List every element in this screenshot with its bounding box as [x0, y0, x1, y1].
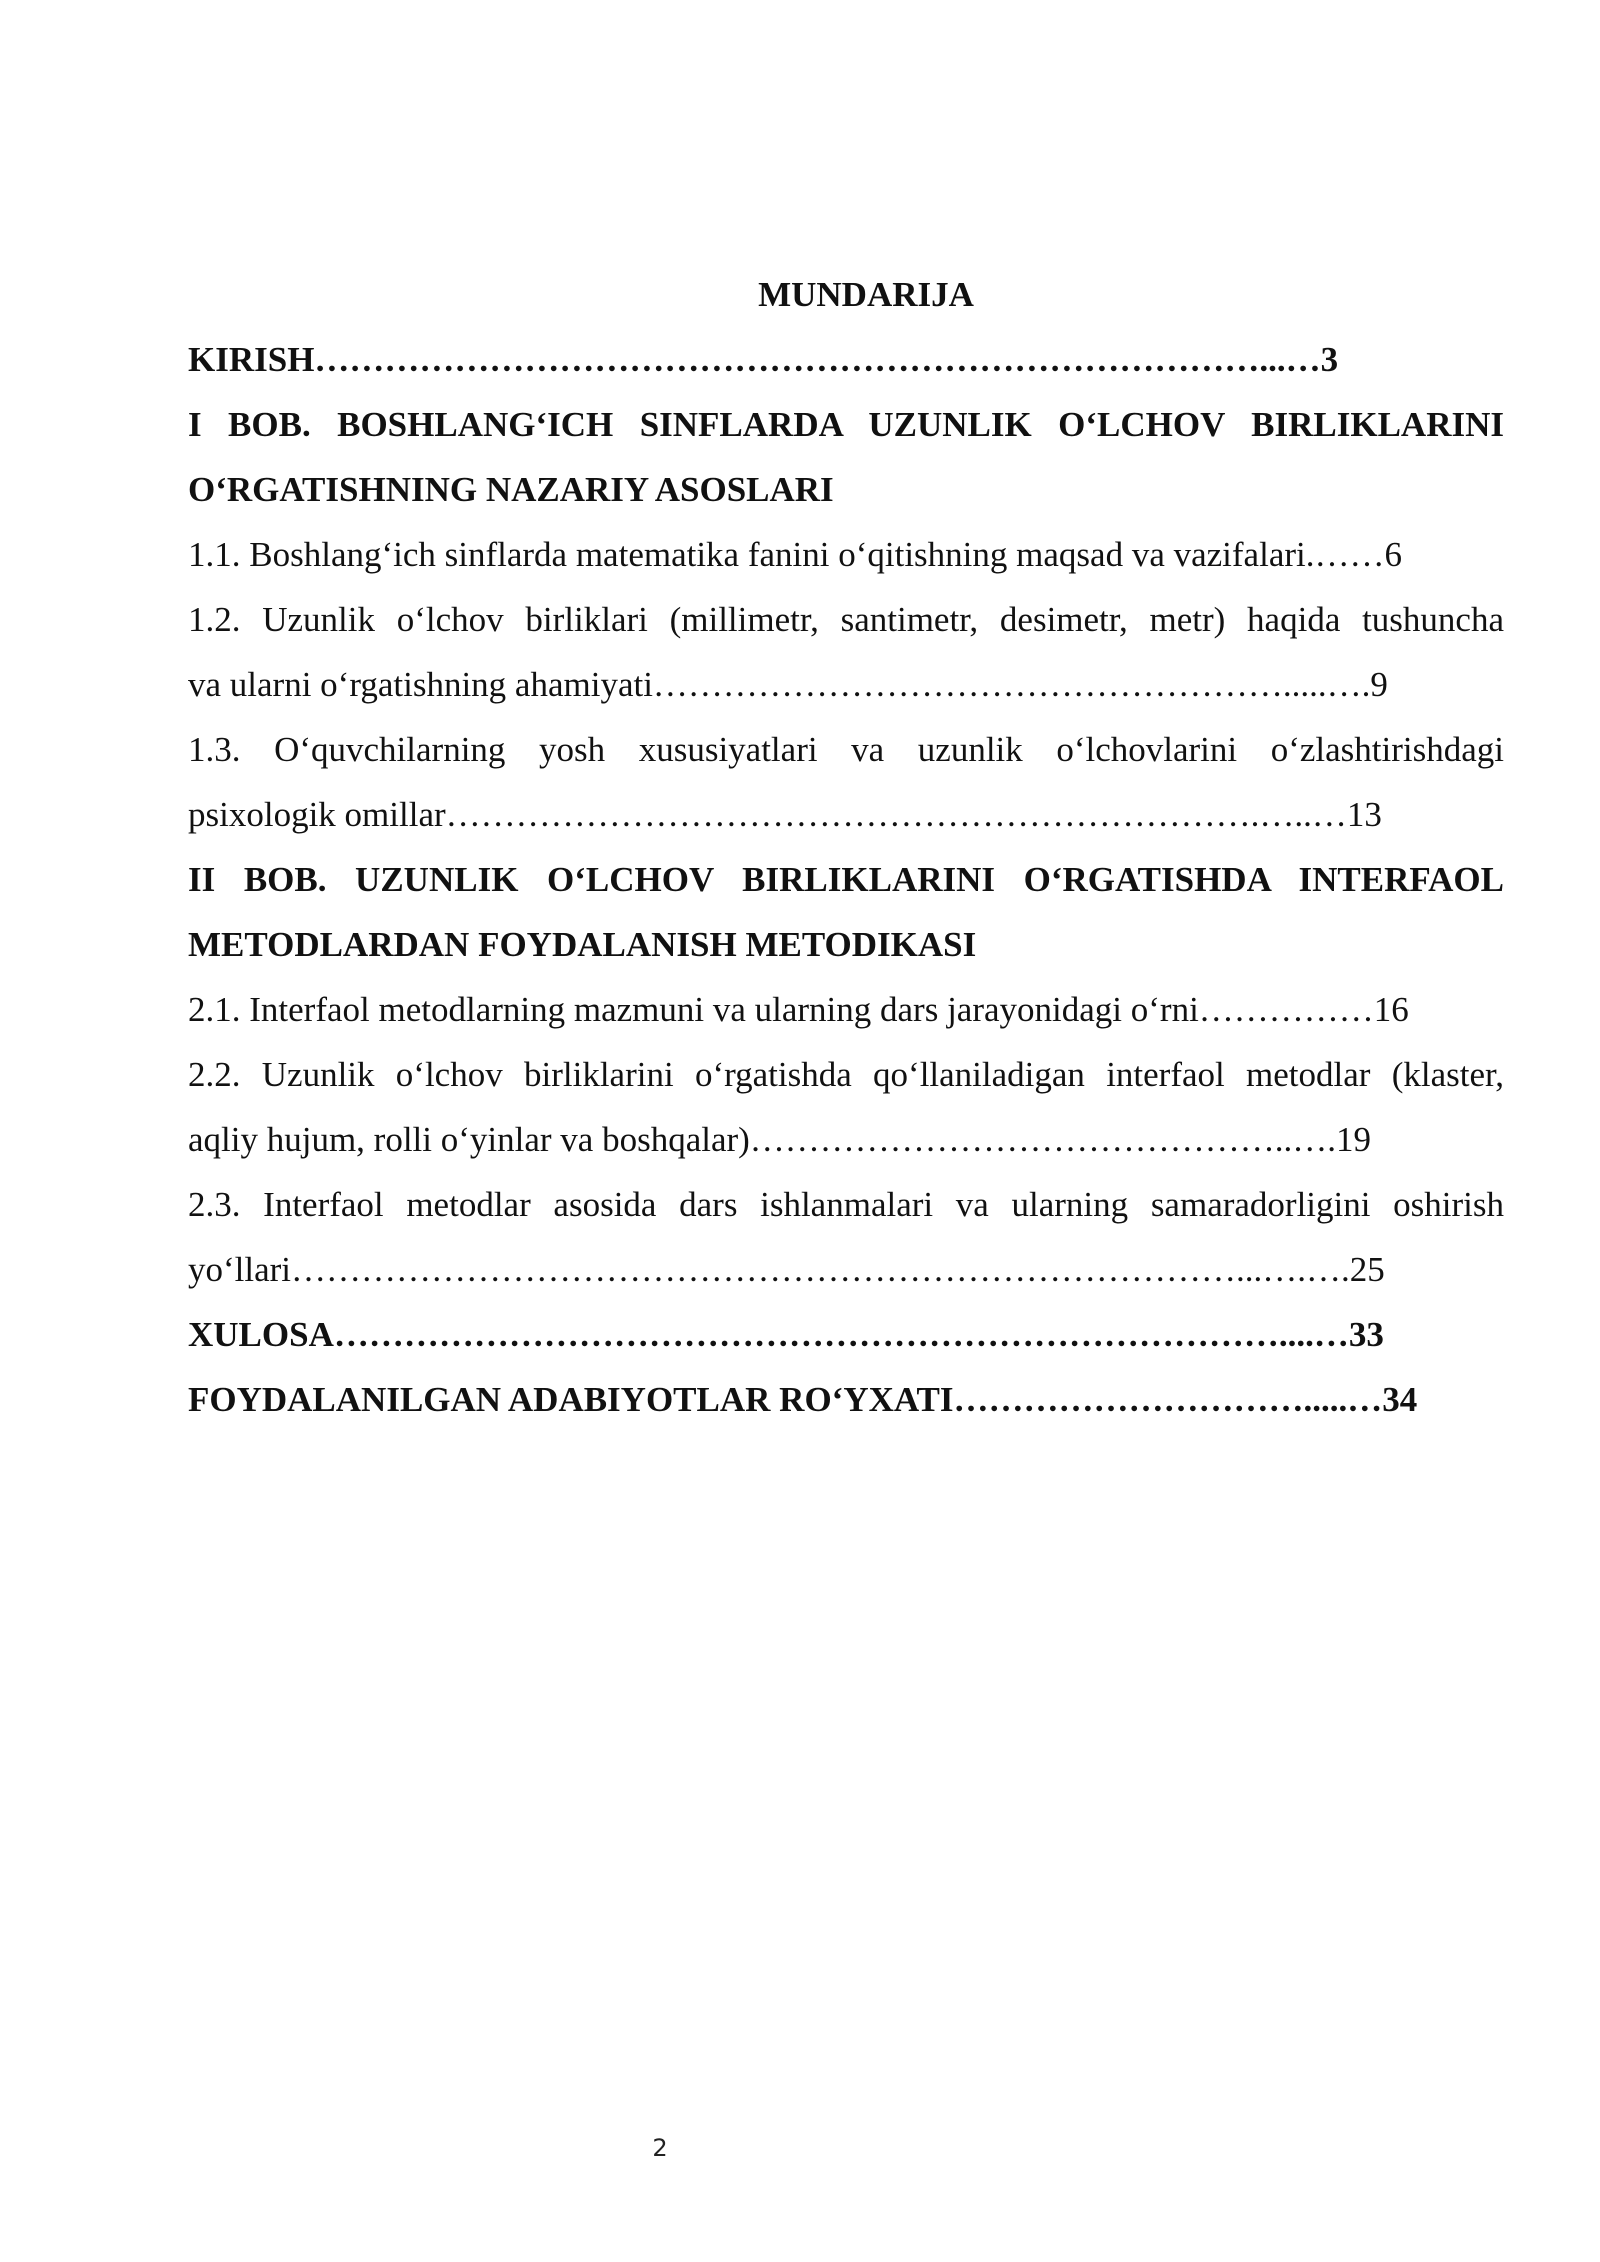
toc-chapter-2-title-line-1: II BOB. UZUNLIK O‘LCHOV BIRLIKLARINI O‘RGATISHDA INTERFAOL [188, 860, 1504, 899]
table-of-contents [188, 262, 1504, 1432]
page-number: 2 [652, 2134, 668, 2162]
toc-entry-references: FOYDALANILGAN ADABIYOTLAR RO‘YXATI………………………….....…34 [188, 1380, 1418, 1419]
toc-entry-2-1: 2.1. Interfaol metodlarning mazmuni va ularning dars jarayonidagi o‘rni……………16 [188, 990, 1409, 1029]
toc-entry-1-1: 1.1. Boshlang‘ich sinflarda matematika fanini o‘qitishning maqsad va vazifalari.……6 [188, 535, 1402, 574]
toc-chapter-1-title-line-2: O‘RGATISHNING NAZARIY ASOSLARI [188, 470, 834, 509]
toc-entry-1-3-line-2: psixologik omillar…………………………………………………………….…..…13 [188, 795, 1382, 834]
toc-entry-2-3-line-1: 2.3. Interfaol metodlar asosida dars ishlanmalari va ularning samaradorligini oshirish [188, 1185, 1504, 1224]
toc-entry-1-2-line-2: va ularni o‘rgatishning ahamiyati……………………………………………….....….9 [188, 665, 1388, 704]
toc-title: MUNDARIJA [758, 275, 974, 314]
toc-entry-2-2-line-2: aqliy hujum, rolli o‘yinlar va boshqalar)………………………………………..….19 [188, 1120, 1372, 1159]
toc-entry-2-2-line-1: 2.2. Uzunlik o‘lchov birliklarini o‘rgatishda qo‘llaniladigan interfaol metodlar (klaster, [188, 1055, 1504, 1094]
toc-entry-1-2-line-1: 1.2. Uzunlik o‘lchov birliklari (millimetr, santimetr, desimetr, metr) haqida tushuncha [188, 600, 1504, 639]
toc-entry-kirish: KIRISH………………………………………………………………………...…3 [188, 340, 1339, 379]
toc-chapter-1-title-line-1: I BOB. BOSHLANG‘ICH SINFLARDA UZUNLIK O‘LCHOV BIRLIKLARINI [188, 405, 1504, 444]
toc-entry-xulosa: XULOSA………………………………………………………………………....…33 [188, 1315, 1384, 1354]
toc-chapter-2-title-line-2: METODLARDAN FOYDALANISH METODIKASI [188, 925, 977, 964]
toc-entries [188, 327, 1504, 1432]
toc-entry-2-3-line-2: yo‘llari………………………………………………………………………...….….25 [188, 1250, 1385, 1289]
toc-entry-1-3-line-1: 1.3. O‘quvchilarning yosh xususiyatlari va uzunlik o‘lchovlarini o‘zlashtirishdagi [188, 730, 1504, 769]
